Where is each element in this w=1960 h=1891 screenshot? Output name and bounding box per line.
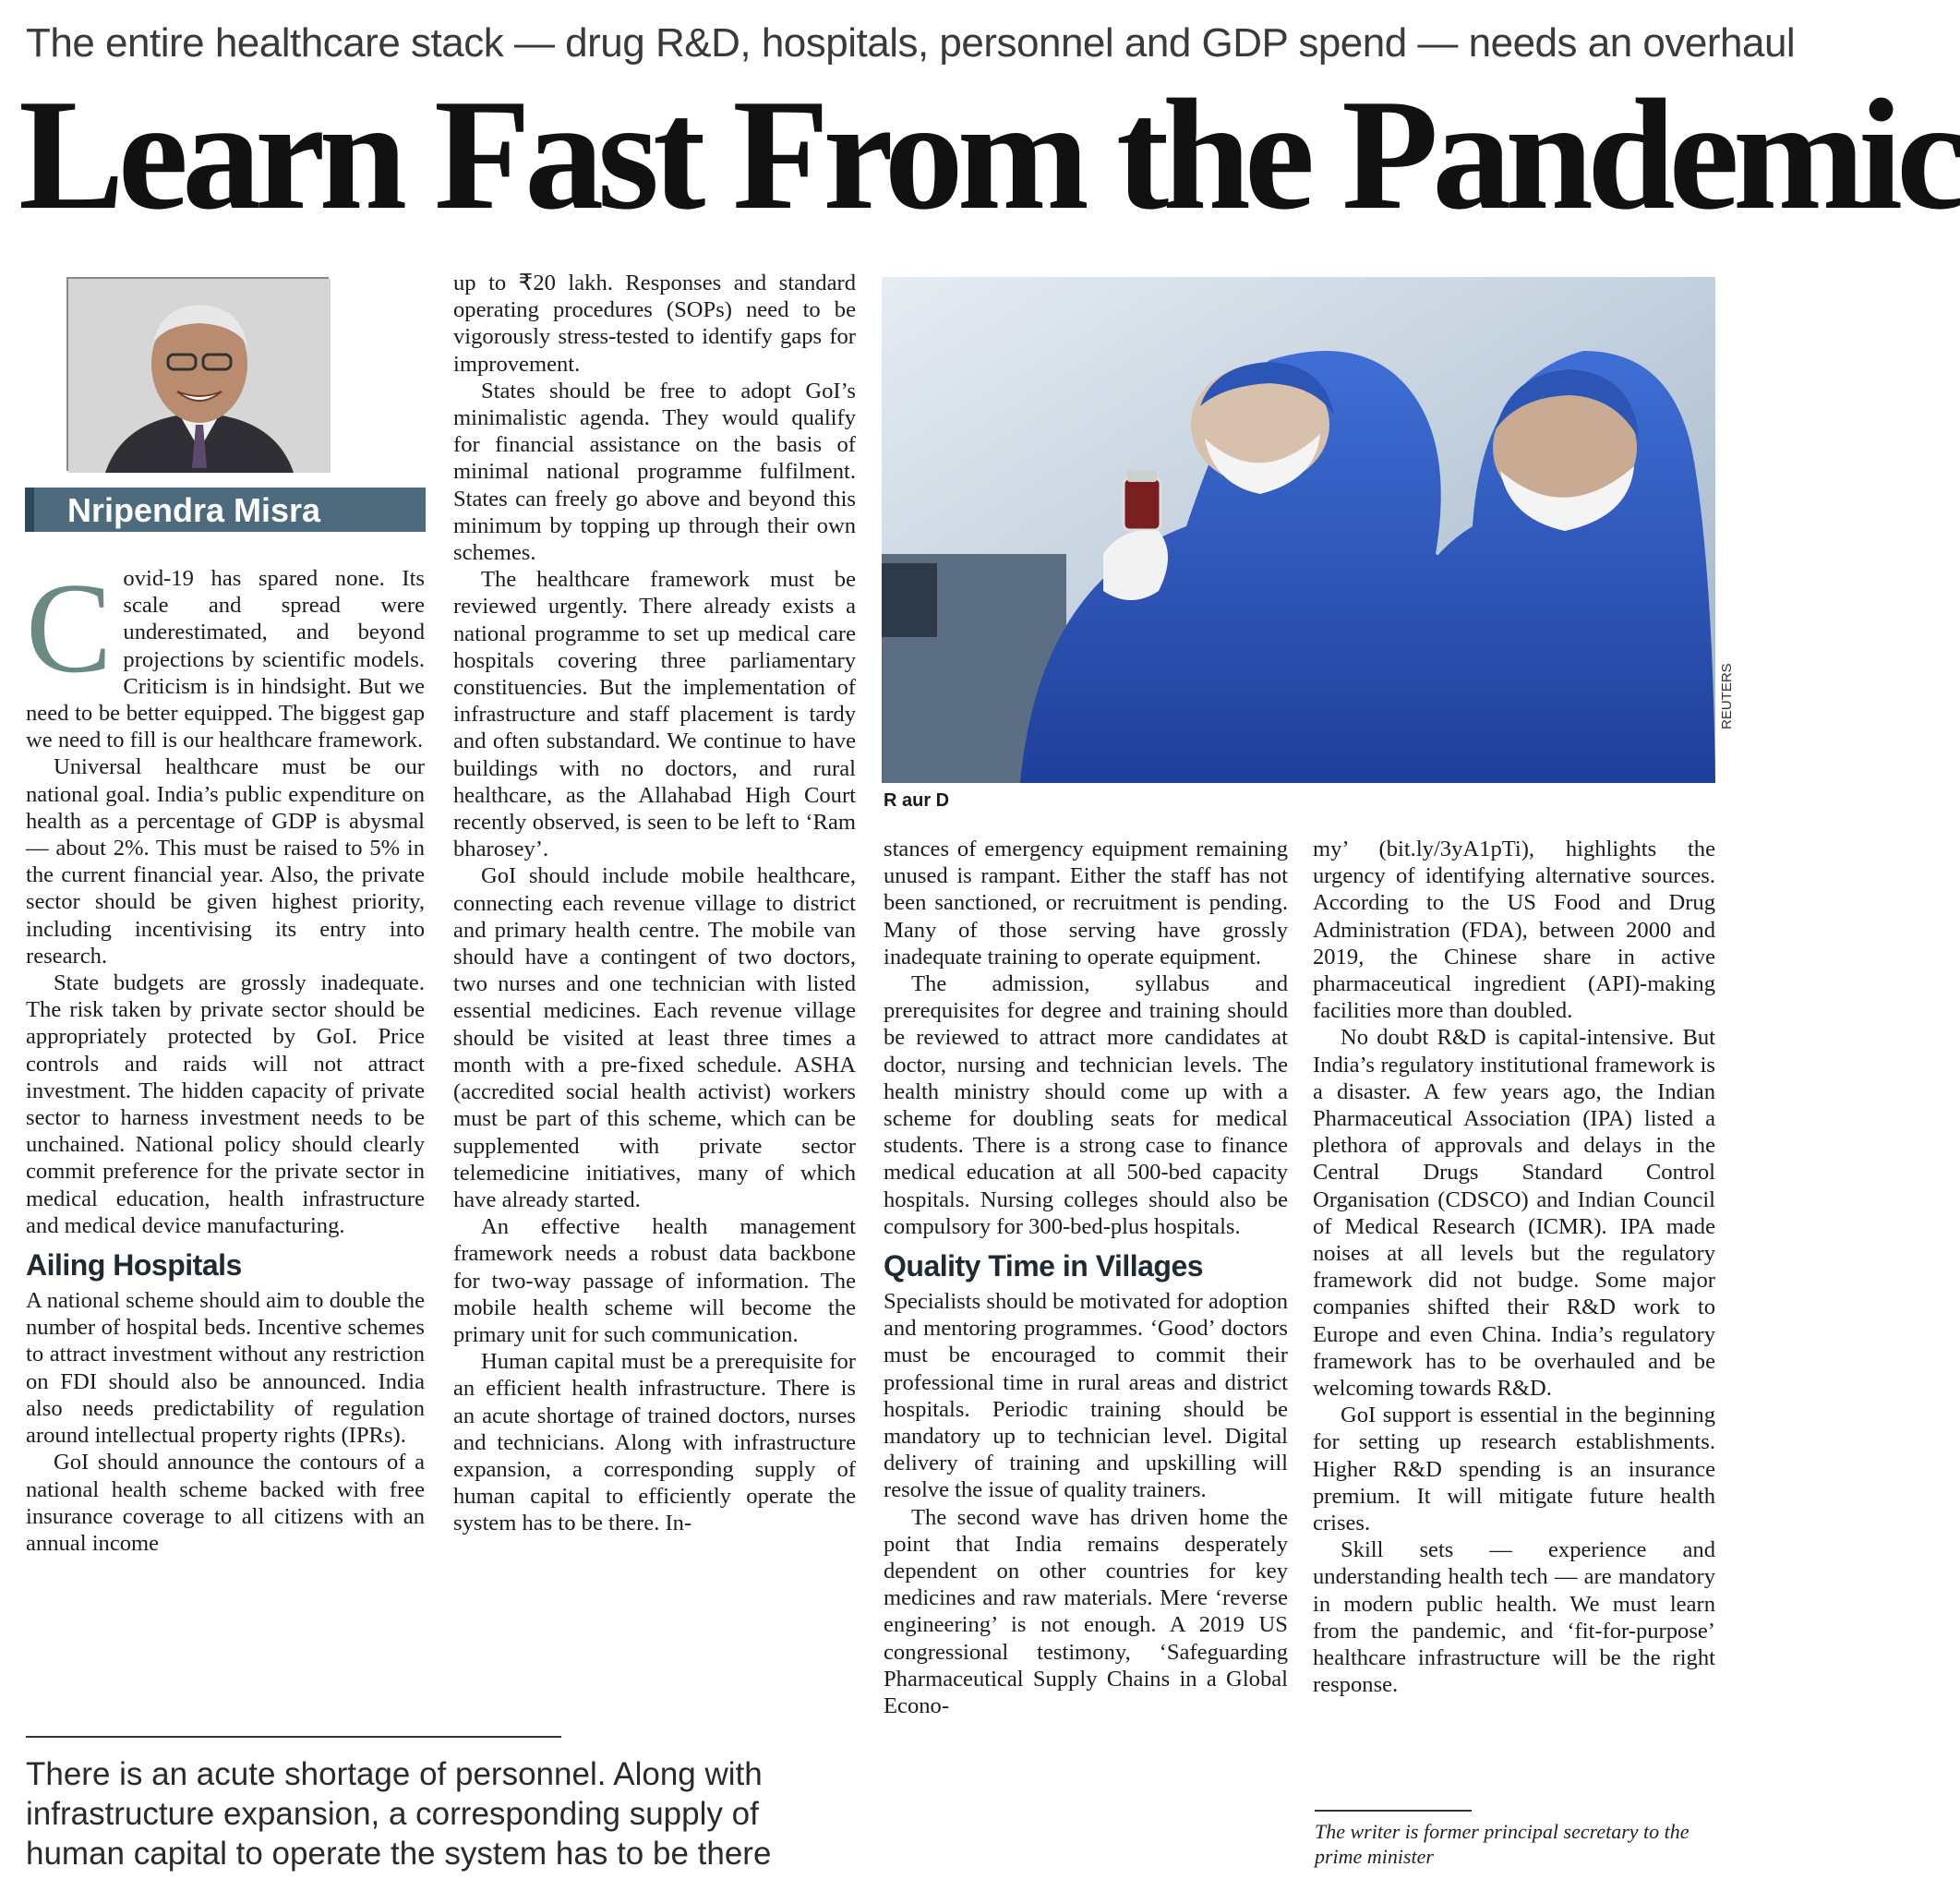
column-3 [884, 836, 1288, 1719]
photo-caption: R aur D [884, 790, 950, 811]
headline: Learn Fast From the Pandemic [18, 67, 1960, 243]
lab-workers-illustration [882, 277, 1715, 783]
paragraph: my’ (bit.ly/3yA1pTi), highlights the urgency of identifying alternative sources. According to the US Food and Drug Administration (FDA), between 2000 and 2019, the Chinese share in active pharmaceutical ingredient (API)-making facilities more than doubled. [1313, 837, 1715, 1024]
paragraph: Universal healthcare must be our national goal. India’s public expenditure on health as a percentage of GDP is abysmal — about 2%. This must be raised to 5% in the current financial year. Also, the private sector should be given highest priority, including incentivising its entry into research. [26, 754, 425, 969]
paragraph: The admission, syllabus and prerequisites for degree and training should be reviewed to attract more candidates at doctor, nursing and technician levels. The health ministry should come up with a scheme for doubling seats for medical students. There is a strong case to finance medical education at all 500-bed capacity hospitals. Nursing colleges should also be compulsory for 300-bed-plus hospitals. [884, 971, 1288, 1239]
paragraph: stances of emergency equipment remaining unused is rampant. Either the staff has not been sanctioned, or recruitment is pending. Many of those serving have grossly inadequate training to operate equipment. [884, 837, 1288, 970]
photo-credit: REUTERS [1719, 663, 1735, 729]
pullquote-rule [26, 1736, 561, 1738]
paragraph: Skill sets — experience and understanding health tech — are mandatory in modern public health. We must learn from the pandemic, and ‘fit-for-purpose’ healthcare infrastructure will be the right response. [1313, 1537, 1715, 1698]
paragraph: GoI should announce the contours of a national health scheme backed with free insurance coverage to all citizens with an annual income [26, 1450, 425, 1556]
paragraph: GoI should include mobile healthcare, connecting each revenue village to district and primary health centre. The mobile van should have a contingent of two doctors, two nurses and one technician with listed essential medicines. Each revenue village should be visited at least three times a month with a pre-fixed schedule. ASHA (accredited social health activist) workers must be part of this scheme, which can be supplemented with private sector telemedicine initiatives, many of which have already started. [453, 863, 856, 1212]
paragraph: An effective health management framework needs a robust data backbone for two-way passage of information. The mobile health scheme will become the primary unit for such communication. [453, 1214, 856, 1347]
column-4 [1313, 836, 1715, 1699]
writer-note-rule [1315, 1810, 1472, 1812]
paragraph: ovid-19 has spared none. Its scale and spread were underestimated, and beyond projections by scientific models. Criticism is in hindsight. But we need to be better equipped. The biggest gap we need to fill is our healthcare framework. [26, 566, 425, 753]
column-1 [26, 557, 425, 1557]
dropcap: C [26, 557, 113, 700]
kicker: The entire healthcare stack — drug R&D, hospitals, personnel and GDP spend — needs an overhaul [26, 20, 1796, 66]
author-photo [66, 277, 329, 471]
paragraph: Human capital must be a prerequisite for an efficient health infrastructure. There is an acute shortage of trained doctors, nurses and technicians. Along with infrastructure expansion, a corresponding supply of human capital to efficiently operate the system has to be there. In- [453, 1349, 856, 1536]
byline-accent [25, 488, 34, 532]
paragraph: States should be free to adopt GoI’s minimalistic agenda. They would qualify for financial assistance on the basis of minimal national programme fulfilment. States can freely go above and beyond this minimum by topping up through their own schemes. [453, 378, 856, 566]
column-2 [453, 270, 856, 1537]
pullquote: There is an acute shortage of personnel. Along with infrastructure expansion, a corresponding supply of human capital to operate the system has to be there [26, 1756, 772, 1872]
paragraph: State budgets are grossly inadequate. The risk taken by private sector should be appropriately protected by GoI. Price controls and raids will not attract investment. The hidden capacity of private sector to harness investment needs to be unchained. National policy should clearly commit preference for the private sector in medical education, health infrastructure and medical device manufacturing. [26, 970, 425, 1238]
paragraph: GoI support is essential in the beginning for setting up research establishments. Higher R&D spending is an insurance premium. It will mitigate future health crises. [1313, 1403, 1715, 1536]
paragraph: No doubt R&D is capital-intensive. But India’s regulatory institutional framework is a disaster. A few years ago, the Indian Pharmaceutical Association (IPA) listed a plethora of approvals and delays in the Central Drugs Standard Control Organisation (CDSCO) and Indian Council of Medical Research (ICMR). IPA made noises at all levels but the regulatory framework did not budge. Some major companies shifted their R&D work to Europe and even China. India’s regulatory framework has to be overhauled and be welcoming towards R&D. [1313, 1025, 1715, 1402]
lab-photo [882, 277, 1715, 783]
author-portrait-illustration [68, 279, 331, 473]
paragraph: The healthcare framework must be reviewed urgently. There already exists a national programme to set up medical care hospitals covering three parliamentary constituencies. But the implementation of infrastructure and staff placement is tardy and often substandard. We continue to have buildings with no doctors, and rural healthcare, as the Allahabad High Court recently observed, is seen to be left to ‘Ram bharosey’. [453, 567, 856, 862]
author-name: Nripendra Misra [67, 491, 321, 529]
paragraph: A national scheme should aim to double the number of hospital beds. Incentive schemes to attract investment without any restriction on FDI should also be announced. India also needs predictability of regulation around intellectual property rights (IPRs). [26, 1288, 425, 1449]
paragraph: up to ₹20 lakh. Responses and standard operating procedures (SOPs) need to be vigorously stress-tested to identify gaps for improvement. [453, 271, 856, 377]
writer-note: The writer is former principal secretary to the prime minister [1315, 1820, 1689, 1868]
subheading-ailing-hospitals: Ailing Hospitals [26, 1248, 242, 1283]
subheading-quality-time: Quality Time in Villages [884, 1249, 1204, 1283]
paragraph: Specialists should be motivated for adoption and mentoring programmes. ‘Good’ doctors must be encouraged to commit their professional time in rural areas and district hospitals. Periodic training should be mandatory up to technician level. Digital delivery of training and upskilling will resolve the issue of quality trainers. [884, 1289, 1288, 1503]
author-byline [25, 488, 426, 532]
paragraph: The second wave has driven home the point that India remains desperately dependent on other countries for key medicines and raw materials. Mere ‘reverse engineering’ is not enough. A 2019 US congressional testimony, ‘Safeguarding Pharmaceutical Supply Chains in a Global Econo- [884, 1504, 1288, 1719]
